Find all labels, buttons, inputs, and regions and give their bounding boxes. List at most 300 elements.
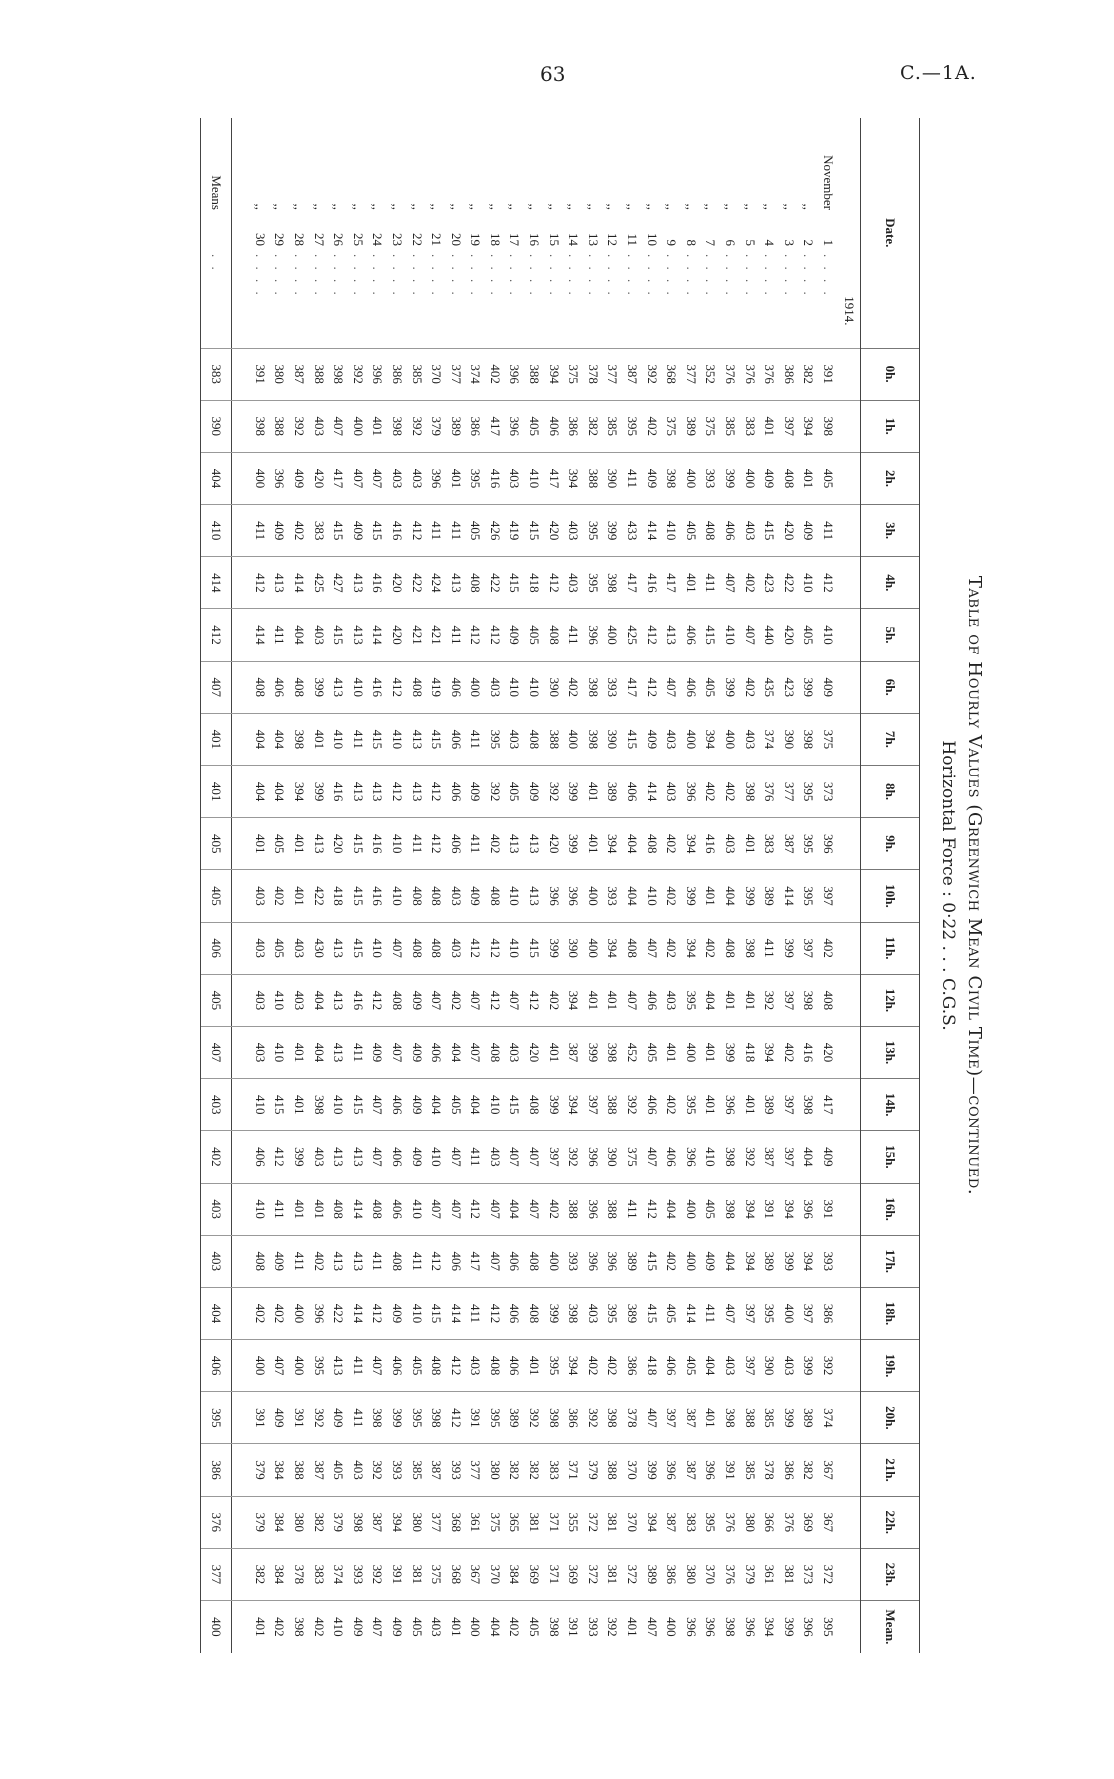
value-cell: 409: [525, 766, 545, 818]
value-cell: 415: [427, 1287, 447, 1339]
value-cell: 392: [348, 348, 368, 400]
value-cell: 400: [348, 400, 368, 452]
value-cell: 410: [407, 1183, 427, 1235]
value-cell: 383: [760, 818, 780, 870]
value-cell: 410: [525, 661, 545, 713]
value-cell: 415: [525, 505, 545, 557]
value-cell: 406: [681, 661, 701, 713]
value-cell: 402: [485, 818, 505, 870]
value-cell: 416: [701, 818, 721, 870]
value-cell: 408: [642, 818, 662, 870]
mean-value-cell: 406: [201, 922, 232, 974]
table-row: [818, 118, 838, 1653]
day-number: 23: [389, 233, 405, 246]
value-cell: 400: [466, 1601, 486, 1653]
value-cell: 404: [250, 713, 270, 765]
value-cell: 366: [760, 1496, 780, 1548]
value-cell: 410: [407, 1287, 427, 1339]
value-cell: 402: [662, 922, 682, 974]
mean-value-cell: 404: [201, 1287, 232, 1339]
dot-leader: . .: [208, 254, 224, 273]
value-cell: 388: [289, 1444, 309, 1496]
value-cell: 381: [525, 1496, 545, 1548]
value-cell: 401: [583, 974, 603, 1026]
value-cell: 413: [505, 818, 525, 870]
table-row: [642, 118, 662, 1653]
value-cell: 401: [544, 1026, 564, 1078]
value-cell: 385: [720, 400, 740, 452]
value-cell: 410: [662, 505, 682, 557]
value-cell: 411: [348, 1340, 368, 1392]
value-cell: 402: [779, 1026, 799, 1078]
value-cell: 389: [642, 1548, 662, 1600]
value-cell: 411: [564, 609, 584, 661]
ditto-mark: ,,: [703, 203, 719, 210]
date-cell: [818, 118, 838, 348]
value-cell: 393: [583, 1601, 603, 1653]
value-cell: 392: [544, 766, 564, 818]
means-label-cell: [201, 118, 232, 348]
value-cell: 396: [662, 1444, 682, 1496]
day-number: 28: [291, 233, 307, 246]
value-cell: 407: [270, 1340, 290, 1392]
value-cell: 388: [583, 452, 603, 504]
value-cell: 392: [564, 1131, 584, 1183]
value-cell: 375: [662, 400, 682, 452]
value-cell: 403: [505, 452, 525, 504]
value-cell: 390: [544, 661, 564, 713]
value-cell: 394: [564, 974, 584, 1026]
value-cell: 380: [485, 1444, 505, 1496]
value-cell: 398: [603, 1026, 623, 1078]
value-cell: 368: [662, 348, 682, 400]
value-cell: 402: [446, 974, 466, 1026]
value-cell: 411: [466, 818, 486, 870]
hour-column-header: 15h.: [861, 1131, 920, 1183]
value-cell: 398: [799, 974, 819, 1026]
day-number: 25: [350, 233, 366, 246]
value-cell: 379: [250, 1496, 270, 1548]
date-cell: [250, 118, 270, 348]
value-cell: 403: [309, 400, 329, 452]
dot-leader: . . . .: [664, 254, 680, 298]
value-cell: 408: [407, 661, 427, 713]
value-cell: 403: [740, 713, 760, 765]
value-cell: 381: [603, 1548, 623, 1600]
value-cell: 383: [740, 400, 760, 452]
value-cell: 404: [485, 1601, 505, 1653]
value-cell: 394: [544, 348, 564, 400]
value-cell: 410: [485, 1079, 505, 1131]
value-cell: 394: [779, 1183, 799, 1235]
mean-value-cell: 403: [201, 1183, 232, 1235]
value-cell: 401: [289, 818, 309, 870]
value-cell: 400: [289, 1287, 309, 1339]
value-cell: 412: [427, 818, 447, 870]
value-cell: 401: [681, 557, 701, 609]
value-cell: 422: [329, 1287, 349, 1339]
day-number: 22: [409, 233, 425, 246]
value-cell: 398: [583, 713, 603, 765]
value-cell: 402: [701, 922, 721, 974]
table-row: [701, 118, 721, 1653]
value-cell: 396: [799, 1183, 819, 1235]
value-cell: 352: [701, 348, 721, 400]
value-cell: 399: [681, 870, 701, 922]
value-cell: 408: [407, 922, 427, 974]
value-cell: 416: [368, 818, 388, 870]
value-cell: 412: [368, 974, 388, 1026]
table-row: [564, 118, 584, 1653]
day-number: 5: [742, 239, 758, 246]
value-cell: 397: [583, 1079, 603, 1131]
value-cell: 417: [818, 1079, 838, 1131]
value-cell: 401: [701, 870, 721, 922]
value-cell: 404: [309, 974, 329, 1026]
page-number: 63: [540, 62, 566, 86]
value-cell: 410: [642, 870, 662, 922]
value-cell: 402: [544, 1183, 564, 1235]
value-cell: 400: [681, 713, 701, 765]
value-cell: 403: [250, 870, 270, 922]
value-cell: 406: [681, 609, 701, 661]
value-cell: 400: [681, 1183, 701, 1235]
value-cell: 372: [583, 1496, 603, 1548]
table-row: [720, 118, 740, 1653]
value-cell: 392: [740, 1131, 760, 1183]
value-cell: 411: [446, 609, 466, 661]
value-cell: 394: [760, 1026, 780, 1078]
value-cell: 396: [681, 1601, 701, 1653]
value-cell: 415: [642, 1235, 662, 1287]
value-cell: 380: [270, 348, 290, 400]
means-row: [201, 118, 232, 1653]
dot-leader: . . . .: [781, 254, 797, 298]
value-cell: 394: [701, 713, 721, 765]
value-cell: 395: [818, 1601, 838, 1653]
ditto-mark: ,,: [409, 203, 425, 210]
value-cell: 394: [642, 1496, 662, 1548]
value-cell: 417: [544, 452, 564, 504]
value-cell: 408: [407, 870, 427, 922]
value-cell: 407: [740, 609, 760, 661]
value-cell: 392: [525, 1392, 545, 1444]
value-cell: 399: [740, 870, 760, 922]
mean-value-cell: 412: [201, 609, 232, 661]
value-cell: 365: [505, 1496, 525, 1548]
value-cell: 392: [818, 1340, 838, 1392]
value-cell: 398: [603, 1392, 623, 1444]
value-cell: 415: [329, 505, 349, 557]
date-cell: [583, 118, 603, 348]
hour-column-header: 1h.: [861, 400, 920, 452]
ditto-mark: ,,: [331, 203, 347, 210]
value-cell: 407: [622, 974, 642, 1026]
value-cell: 423: [760, 557, 780, 609]
value-cell: 410: [799, 557, 819, 609]
value-cell: 402: [309, 1235, 329, 1287]
value-cell: 400: [544, 1235, 564, 1287]
value-cell: 391: [564, 1601, 584, 1653]
value-cell: 399: [289, 1131, 309, 1183]
value-cell: 395: [701, 1496, 721, 1548]
value-cell: 408: [329, 1183, 349, 1235]
value-cell: 402: [603, 1340, 623, 1392]
value-cell: 401: [701, 1026, 721, 1078]
value-cell: 421: [407, 609, 427, 661]
value-cell: 399: [779, 1392, 799, 1444]
value-cell: 397: [779, 974, 799, 1026]
value-cell: 403: [289, 974, 309, 1026]
value-cell: 395: [799, 818, 819, 870]
value-cell: 408: [427, 1340, 447, 1392]
value-cell: 401: [583, 818, 603, 870]
value-cell: 399: [779, 922, 799, 974]
value-cell: 415: [525, 922, 545, 974]
value-cell: 452: [622, 1026, 642, 1078]
day-number: 20: [448, 233, 464, 246]
value-cell: 412: [485, 609, 505, 661]
value-cell: 415: [270, 1079, 290, 1131]
table-row: [407, 118, 427, 1653]
table-row: [466, 118, 486, 1653]
value-cell: 409: [818, 1131, 838, 1183]
value-cell: 393: [818, 1235, 838, 1287]
value-cell: 381: [603, 1496, 623, 1548]
value-cell: 402: [544, 974, 564, 1026]
value-cell: 403: [583, 1287, 603, 1339]
value-cell: 417: [466, 1235, 486, 1287]
value-cell: 382: [505, 1444, 525, 1496]
value-cell: 402: [740, 661, 760, 713]
date-cell: [603, 118, 623, 348]
value-cell: 393: [387, 1444, 407, 1496]
value-cell: 411: [427, 505, 447, 557]
value-cell: 413: [329, 922, 349, 974]
ditto-mark: ,,: [527, 203, 543, 210]
date-cell: [368, 118, 388, 348]
value-cell: 400: [289, 1340, 309, 1392]
value-cell: 396: [583, 609, 603, 661]
value-cell: 412: [387, 661, 407, 713]
value-cell: 405: [505, 766, 525, 818]
value-cell: 409: [329, 1392, 349, 1444]
ditto-mark: ,,: [507, 203, 523, 210]
ditto-mark: ,,: [644, 203, 660, 210]
value-cell: 394: [387, 1496, 407, 1548]
value-cell: 409: [701, 1235, 721, 1287]
value-cell: 420: [309, 452, 329, 504]
table-row: [662, 118, 682, 1653]
value-cell: 394: [799, 400, 819, 452]
value-cell: 412: [466, 922, 486, 974]
dot-leader: . . . .: [527, 254, 543, 298]
value-cell: 405: [662, 1287, 682, 1339]
value-cell: 393: [348, 1548, 368, 1600]
value-cell: 412: [485, 974, 505, 1026]
value-cell: 404: [270, 766, 290, 818]
value-cell: 397: [740, 1340, 760, 1392]
value-cell: 405: [525, 609, 545, 661]
value-cell: 370: [701, 1548, 721, 1600]
value-cell: 400: [681, 452, 701, 504]
date-cell: [642, 118, 662, 348]
hour-column-header: 14h.: [861, 1079, 920, 1131]
day-number: 9: [664, 239, 680, 246]
day-number: 4: [762, 239, 778, 246]
value-cell: 417: [662, 557, 682, 609]
value-cell: 412: [270, 1131, 290, 1183]
value-cell: 400: [250, 452, 270, 504]
table-row: [505, 118, 525, 1653]
value-cell: 383: [309, 505, 329, 557]
value-cell: 408: [701, 505, 721, 557]
value-cell: 399: [564, 818, 584, 870]
ditto-mark: ,,: [252, 203, 268, 210]
value-cell: 409: [289, 452, 309, 504]
value-cell: 411: [701, 1287, 721, 1339]
table-row: [544, 118, 564, 1653]
value-cell: 395: [799, 870, 819, 922]
value-cell: 403: [720, 818, 740, 870]
value-cell: 383: [544, 1444, 564, 1496]
value-cell: 376: [720, 348, 740, 400]
value-cell: 412: [446, 1340, 466, 1392]
value-cell: 370: [622, 1444, 642, 1496]
value-cell: 392: [289, 400, 309, 452]
value-cell: 377: [427, 1496, 447, 1548]
day-number: 26: [331, 233, 347, 246]
value-cell: 399: [720, 452, 740, 504]
value-cell: 376: [760, 348, 780, 400]
value-cell: 386: [779, 348, 799, 400]
value-cell: 395: [681, 1079, 701, 1131]
value-cell: 406: [505, 1287, 525, 1339]
value-cell: 407: [642, 922, 662, 974]
value-cell: 414: [681, 1287, 701, 1339]
hour-column-header: 21h.: [861, 1444, 920, 1496]
value-cell: 398: [309, 1079, 329, 1131]
dot-leader: . . . .: [291, 254, 307, 298]
value-cell: 412: [407, 505, 427, 557]
value-cell: 405: [525, 1601, 545, 1653]
value-cell: 408: [485, 1026, 505, 1078]
value-cell: 407: [387, 922, 407, 974]
value-cell: 403: [662, 713, 682, 765]
mean-value-cell: 403: [201, 1235, 232, 1287]
value-cell: 387: [622, 348, 642, 400]
table-row: [387, 118, 407, 1653]
value-cell: 408: [387, 974, 407, 1026]
value-cell: 420: [387, 557, 407, 609]
value-cell: 399: [779, 1601, 799, 1653]
table-row: [779, 118, 799, 1653]
value-cell: 372: [818, 1548, 838, 1600]
value-cell: 411: [622, 1183, 642, 1235]
value-cell: 410: [348, 661, 368, 713]
value-cell: 375: [818, 713, 838, 765]
value-cell: 376: [760, 766, 780, 818]
value-cell: 390: [564, 922, 584, 974]
value-cell: 424: [427, 557, 447, 609]
year-label: 1914.: [841, 296, 857, 326]
value-cell: 392: [642, 348, 662, 400]
value-cell: 397: [818, 870, 838, 922]
value-cell: 379: [427, 400, 447, 452]
value-cell: 416: [368, 870, 388, 922]
dot-leader: . . . .: [683, 254, 699, 298]
value-cell: 396: [544, 870, 564, 922]
value-cell: 411: [760, 922, 780, 974]
value-cell: 413: [525, 870, 545, 922]
value-cell: 412: [642, 609, 662, 661]
value-cell: 397: [799, 922, 819, 974]
value-cell: 409: [270, 1235, 290, 1287]
value-cell: 389: [446, 400, 466, 452]
value-cell: 413: [368, 766, 388, 818]
value-cell: 375: [622, 1131, 642, 1183]
value-cell: 412: [642, 1183, 662, 1235]
table-row: [525, 118, 545, 1653]
value-cell: 411: [348, 1392, 368, 1444]
value-cell: 416: [348, 974, 368, 1026]
day-number: 29: [272, 233, 288, 246]
value-cell: 402: [270, 870, 290, 922]
value-cell: 394: [799, 1235, 819, 1287]
value-cell: 407: [427, 1183, 447, 1235]
value-cell: 404: [309, 1026, 329, 1078]
value-cell: 367: [818, 1496, 838, 1548]
value-cell: 372: [583, 1548, 603, 1600]
value-cell: 388: [740, 1392, 760, 1444]
value-cell: 406: [387, 1340, 407, 1392]
value-cell: 412: [250, 557, 270, 609]
value-cell: 396: [564, 870, 584, 922]
value-cell: 412: [427, 766, 447, 818]
value-cell: 421: [427, 609, 447, 661]
value-cell: 387: [681, 1392, 701, 1444]
value-cell: 390: [603, 452, 623, 504]
value-cell: 374: [818, 1392, 838, 1444]
value-cell: 420: [779, 505, 799, 557]
value-cell: 425: [309, 557, 329, 609]
value-cell: 403: [505, 713, 525, 765]
value-cell: 409: [818, 661, 838, 713]
value-cell: 392: [760, 974, 780, 1026]
hour-column-header: 6h.: [861, 661, 920, 713]
table-row: [289, 118, 309, 1653]
value-cell: 405: [799, 609, 819, 661]
value-cell: 379: [583, 1444, 603, 1496]
value-cell: 403: [446, 922, 466, 974]
value-cell: 410: [427, 1131, 447, 1183]
value-cell: 399: [544, 1287, 564, 1339]
value-cell: 402: [740, 557, 760, 609]
value-cell: 412: [387, 766, 407, 818]
value-cell: 406: [387, 1183, 407, 1235]
value-cell: 398: [720, 1131, 740, 1183]
day-number: 8: [683, 239, 699, 246]
value-cell: 398: [250, 400, 270, 452]
value-cell: 413: [348, 1131, 368, 1183]
value-cell: 395: [622, 400, 642, 452]
dot-leader: . . . .: [331, 254, 347, 298]
value-cell: 402: [662, 818, 682, 870]
value-cell: 377: [446, 348, 466, 400]
value-cell: 407: [368, 1340, 388, 1392]
date-cell: [289, 118, 309, 348]
value-cell: 410: [387, 818, 407, 870]
